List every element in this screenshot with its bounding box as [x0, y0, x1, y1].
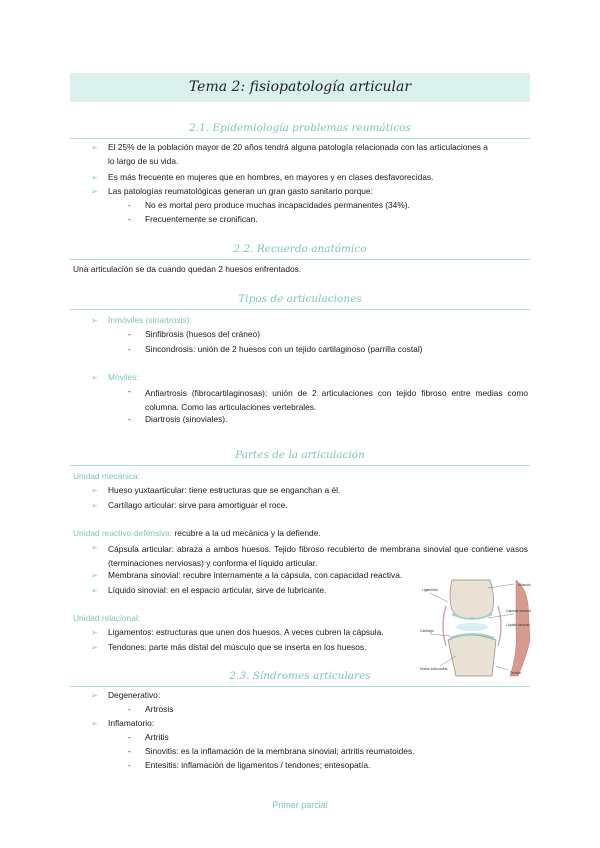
- list-item: Membrana sinovial: recubre internamente a la cápsula, con capacidad reactiva.: [108, 570, 403, 580]
- arrow-bullet-icon: ➢: [91, 586, 98, 595]
- list-item: Inmóviles (sinartrosis):: [108, 315, 192, 325]
- list-item: Ligamentos: estructuras que unen dos huesos. A veces cubren la cápsula.: [108, 627, 384, 637]
- dash-bullet: -: [128, 344, 131, 354]
- dash-bullet: -: [128, 746, 131, 756]
- unit-line: [73, 528, 321, 539]
- unit-label: Unidad reactivo-defensiva:: [73, 528, 173, 538]
- figure-label: Hueso subcondral: [420, 667, 448, 671]
- list-item: Es más frecuente en mujeres que en hombres, en mayores y en clases desfavorecidas.: [108, 172, 434, 182]
- dash-bullet: -: [128, 732, 131, 742]
- arrow-bullet-icon: ➢: [91, 373, 98, 382]
- list-item: Sinfibrosis (huesos del cráneo): [145, 329, 260, 339]
- figure-label: Líquido sinovial: [506, 623, 530, 627]
- list-item: Tendones: parte más distal del músculo que se inserta en los huesos.: [108, 642, 367, 652]
- arrow-bullet-icon: ➢: [91, 143, 98, 152]
- unit-label: Unidad relacional:: [73, 613, 141, 623]
- subheading-tipos: Tipos de articulaciones: [238, 293, 362, 305]
- list-item: Móviles:: [108, 372, 139, 382]
- list-item: Sinovitis: es la inflamación de la membrana sinovial; artritis reumatoides.: [145, 746, 415, 756]
- dash-bullet: -: [128, 414, 131, 424]
- section-heading-sindromes: 2.3. Síndromes articulares: [229, 670, 371, 682]
- arrow-bullet-icon: ➢: [91, 719, 98, 728]
- list-item: Frecuentemente se cronifican.: [145, 214, 258, 224]
- synovial-fluid-shape: [456, 623, 488, 631]
- arrow-bullet-icon: ➢: [91, 628, 98, 637]
- figure-label: Tendón: [510, 671, 522, 675]
- arrow-bullet-icon: ➢: [91, 501, 98, 510]
- arrow-bullet-icon: ➢: [91, 543, 98, 552]
- figure-label: Cartílago: [420, 629, 434, 633]
- section-rule: [70, 686, 530, 687]
- title-bar: [70, 73, 530, 102]
- list-item: Artritis: [145, 732, 169, 742]
- list-item: Líquido sinovial: en el espacio articular, sirve de lubricante.: [108, 585, 327, 595]
- list-item: Sincondrosis: unión de 2 huesos con un tejido cartilaginoso (parrilla costal): [145, 344, 423, 354]
- section-heading-recuerdo: 2.2. Recuerdo anatómico: [233, 243, 367, 255]
- dash-bullet: -: [128, 329, 131, 339]
- subheading-partes: Partes de la articulación: [235, 449, 365, 461]
- section-rule: [70, 138, 530, 139]
- list-item: Entesitis: inflamación de ligamentos / tendones; entesopatía.: [145, 760, 371, 770]
- dash-bullet: -: [128, 386, 131, 396]
- arrow-bullet-icon: ➢: [91, 316, 98, 325]
- dash-bullet: -: [128, 704, 131, 714]
- list-item: Degenerativo:: [108, 690, 161, 700]
- arrow-bullet-icon: ➢: [91, 571, 98, 580]
- list-item: Inflamatorio:: [108, 718, 155, 728]
- dash-bullet: -: [128, 214, 131, 224]
- list-item: Diartrosis (sinoviales).: [145, 414, 228, 424]
- list-item: Cápsula articular: abraza a ambos huesos. Tejido fibroso recubierto de membrana sinovial que contiene vasos (terminaciones nerviosas) y conforma el líquido articular.: [108, 544, 528, 568]
- list-item: Las patologías reumatológicas generan un gran gasto sanitario porque:: [108, 186, 373, 196]
- paragraph: Una articulación se da cuando quedan 2 huesos enfrentados.: [73, 264, 302, 274]
- page-title: Tema 2: fisiopatología articular: [188, 79, 412, 95]
- arrow-bullet-icon: ➢: [91, 691, 98, 700]
- figure-label: Ligamento: [422, 588, 438, 592]
- list-item: Anfiartrosis (fibrocartilaginosas): unión de 2 articulaciones con tejido fibroso entre medias como columna. Como las articulaciones vertebrales.: [145, 388, 528, 412]
- section-heading-epidemiologia: 2.1. Epidemiología problemas reumáticos: [189, 122, 411, 134]
- arrow-bullet-icon: ➢: [91, 643, 98, 652]
- dash-bullet: -: [128, 760, 131, 770]
- list-item: No es mortal pero produce muchas incapacidades permanentes (34%).: [145, 200, 410, 210]
- list-item: El 25% de la población mayor de 20 años tendrá alguna patología relacionada con las articulaciones a: [108, 142, 488, 152]
- arrow-bullet-icon: ➢: [91, 187, 98, 196]
- section-rule: [70, 309, 530, 310]
- figure-label: Músculo: [518, 583, 531, 587]
- unit-description: recubre a la ud mecánica y la defiende.: [172, 528, 321, 538]
- list-item: Cartílago articular: sirve para amortiguar el roce.: [108, 500, 288, 510]
- unit-label: Unidad mecánica:: [73, 471, 141, 481]
- section-rule: [70, 259, 530, 260]
- arrow-bullet-icon: ➢: [91, 173, 98, 182]
- page-footer: Primer parcial: [272, 800, 328, 810]
- figure-label: Cápsula sinovial: [506, 609, 531, 613]
- dash-bullet: -: [128, 200, 131, 210]
- list-item: Artrosis: [145, 704, 174, 714]
- list-item: lo largo de su vida.: [108, 156, 179, 166]
- section-rule: [70, 465, 530, 466]
- femur-shape: [450, 580, 494, 618]
- arrow-bullet-icon: ➢: [91, 486, 98, 495]
- list-item: Hueso yuxtaarticular: tiene estructuras que se enganchan a él.: [108, 485, 341, 495]
- knee-joint-figure: [418, 578, 534, 678]
